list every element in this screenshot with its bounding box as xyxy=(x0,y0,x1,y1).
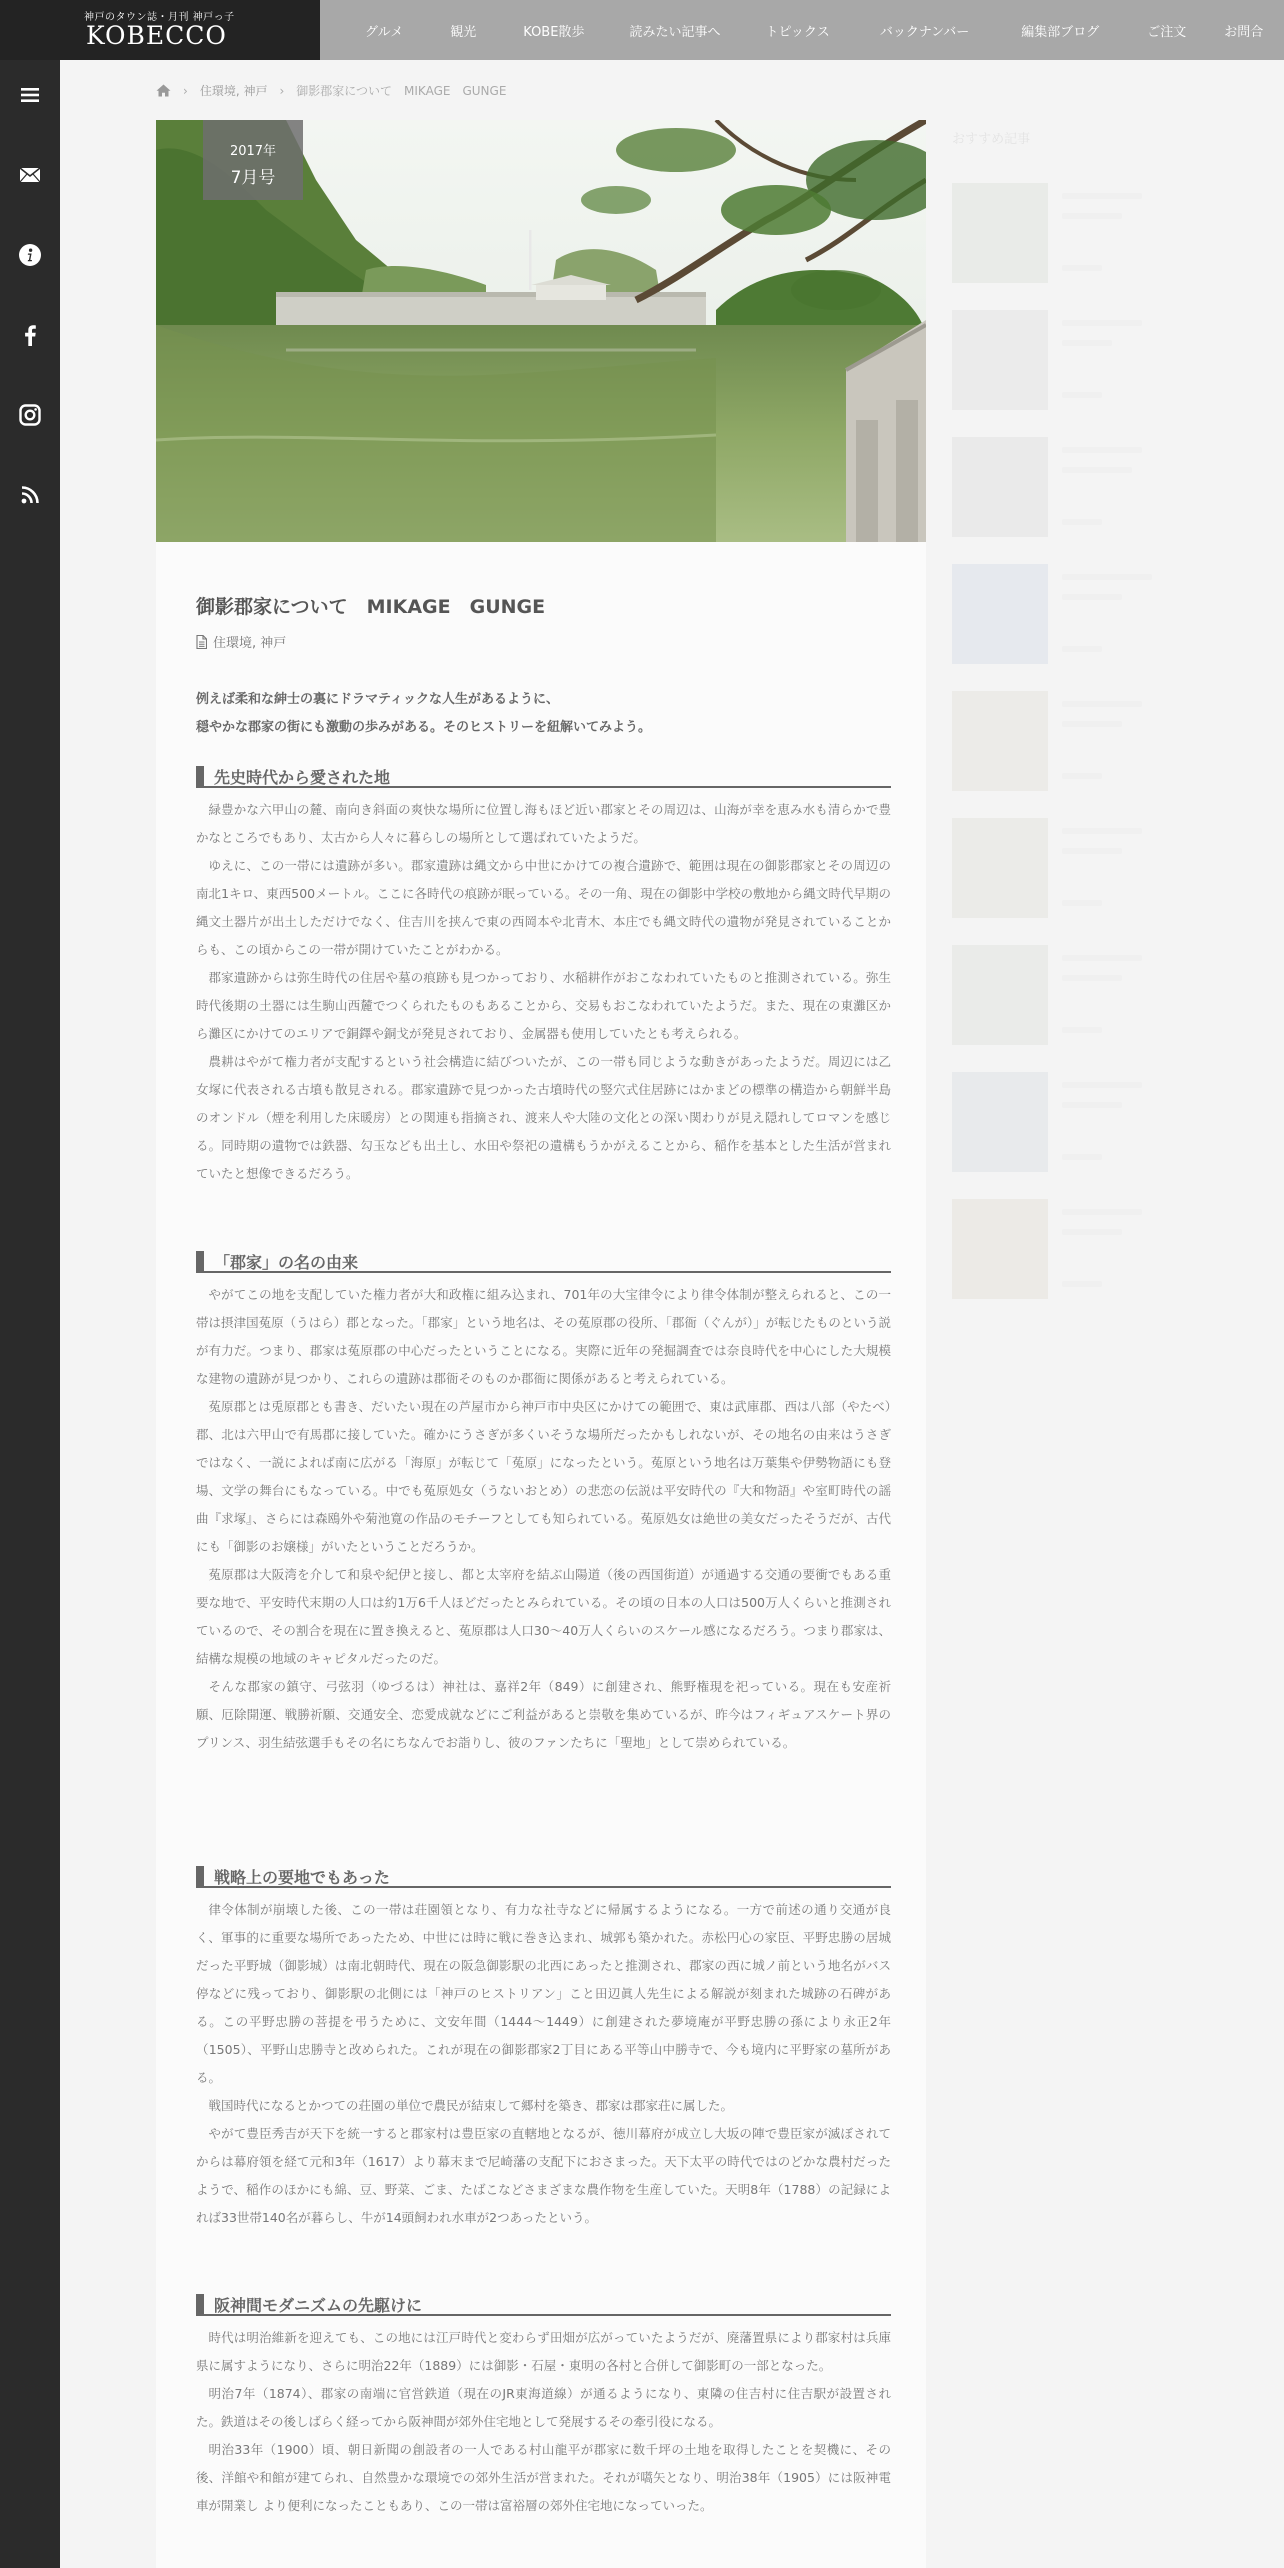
info-icon xyxy=(19,244,41,266)
article-section xyxy=(196,1247,891,1757)
section-heading: 戦略上の要地でもあった xyxy=(196,1862,891,1888)
article-section xyxy=(196,1862,891,2232)
article-title: 御影郡家について MIKAGE GUNGE xyxy=(196,596,546,618)
rss-icon xyxy=(21,486,39,504)
sidebar-item[interactable] xyxy=(950,818,1284,928)
article-paragraph: 緑豊かな六甲山の麓、南向き斜面の爽快な場所に位置し海もほど近い郡家とその周辺は、山海が幸を恵み水も清らかで豊かなところでもあり、太古から人々に暮らしの場所として選ばれていたようだ。 xyxy=(196,802,891,845)
article-paragraph: 律令体制が崩壊した後、この一帯は荘園領となり、有力な社寺などに帰属するようになる。一方で前述の通り交通が良く、軍事的に重要な場所であったため、中世には時に戦に巻き込まれ、城郭も築かれた。赤松円心の家臣、平野忠勝の居城だった平野城（御影城）は南北朝時代、現在の阪急御影駅の北西にあったと推測され、郡家の西に城ノ前という地名がバス停などに残っており、御影駅の北側には「神戸のヒストリアン」こと田辺眞人先生による解説が刻まれた城跡の石碑がある。この平野忠勝の菩提を弔うために、文安年間（1444～1449）に創建された夢境庵が平野忠勝の孫により永正2年（1505）、平野山忠勝寺と改められた。これが現在の御影郡家2丁目にある平等山中勝寺で、今も境内に平野家の墓所がある。 xyxy=(196,1902,891,2085)
article-paragraph: 明治7年（1874）、郡家の南端に官営鉄道（現在のJR東海道線）が通るようになり、東隣の住吉村に住吉駅が設置された。鉄道はその後しばらく経ってから阪神間が郊外住宅地として発展するその牽引役になる。 xyxy=(196,2386,891,2429)
sidebar-item[interactable] xyxy=(950,564,1284,674)
logo-text: KOBECCO xyxy=(86,21,227,50)
breadcrumb-separator: › xyxy=(279,83,285,98)
left-icon-rail xyxy=(0,60,60,2568)
top-bar xyxy=(0,0,1284,60)
article-section xyxy=(196,762,891,1188)
sidebar-recommended xyxy=(950,128,1284,1428)
nav-contact[interactable]: お問合 xyxy=(1224,24,1264,40)
instagram-button[interactable] xyxy=(0,390,60,440)
article-paragraph: 菟原郡は大阪湾を介して和泉や紀伊と接し、都と太宰府を結ぶ山陽道（後の西国街道）が通過する交通の要衝でもある重要な地で、平安時代末期の人口は約1万6千人ほどだったとみられている。その頃の日本の人口は500万人くらいと推測されているので、その割合を現在に置き換えると、菟原郡は人口30～40万人くらいのスケール感になるだろう。つまり郡家は、結構な規模の地域のキャピタルだったのだ。 xyxy=(196,1567,891,1666)
breadcrumb xyxy=(156,82,506,99)
article-paragraph: やがてこの地を支配していた権力者が大和政権に組み込まれ、701年の大宝律令により律令体制が整えられると、この一帯は摂津国菟原（うはら）郡となった。「郡家」という地名は、その菟原郡の役所、「郡衙（ぐんが）」が転じたものという説が有力だ。つまり、郡家は菟原郡の中心だったということになる。実際に近年の発掘調査では奈良時代を中心にした大規模な建物の遺跡が見つかり、これらの遺跡は郡衙そのものか郡衙に関係があると考えられている。 xyxy=(196,1287,891,1386)
breadcrumb-category[interactable]: 住環境, 神戸 xyxy=(199,84,268,98)
info-button[interactable] xyxy=(0,230,60,280)
document-icon xyxy=(196,635,207,649)
article-section xyxy=(196,2290,891,2520)
nav-kobe-walk[interactable]: KOBE散歩 xyxy=(523,24,585,40)
logo-tagline: 神戸のタウン誌・月刊 神戸っ子 xyxy=(84,12,235,23)
lead-line: 穏やかな郡家の街にも激動の歩みがある。そのヒストリーを紐解いてみよう。 xyxy=(196,720,652,735)
menu-icon xyxy=(21,87,39,103)
site-logo[interactable] xyxy=(0,0,320,60)
article-paragraph: やがて豊臣秀吉が天下を統一すると郡家村は豊臣家の直轄地となるが、徳川幕府が成立し大坂の陣で豊臣家が滅ぼされてからは幕府領を経て元和3年（1617）より幕末まで尼崎藩の支配下におさまった。天下太平の時代ではのどかな農村だったようで、稲作のほかにも綿、豆、野菜、ごま、たばこなどさまざまな農作物を生産していた。天明8年（1788）の記録によれば33世帯140名が暮らし、牛が14頭飼われ水車が2つあったという。 xyxy=(196,2126,891,2225)
issue-badge xyxy=(203,120,303,200)
article-paragraph: そんな郡家の鎮守、弓弦羽（ゆづるは）神社は、嘉祥2年（849）に創建され、熊野権現を祀っている。現在も安産祈願、厄除開運、戦勝祈願、交通安全、恋愛成就などにご利益があると崇敬を集めているが、昨今はフィギュアスケート界のプリンス、羽生結弦選手もその名にちなんでお詣りし、彼のファンたちに「聖地」として崇められている。 xyxy=(196,1679,891,1750)
article-paragraph: 戦国時代になるとかつての荘園の単位で農民が結束して郷村を築き、郡家は郡家荘に属した。 xyxy=(208,2098,734,2113)
facebook-button[interactable] xyxy=(0,310,60,360)
nav-featured-articles[interactable]: 読みたい記事へ xyxy=(629,24,721,40)
nav-back-numbers[interactable]: バックナンバー xyxy=(879,24,970,40)
article-lead xyxy=(196,686,896,742)
nav-sightseeing[interactable]: 観光 xyxy=(450,24,477,40)
mail-button[interactable] xyxy=(0,150,60,200)
sidebar-item[interactable] xyxy=(950,691,1284,801)
sidebar-item[interactable] xyxy=(950,437,1284,547)
article-paragraph: ゆえに、この一帯には遺跡が多い。郡家遺跡は縄文から中世にかけての複合遺跡で、範囲は現在の御影郡家とその周辺の南北1キロ、東西500メートル。ここに各時代の痕跡が眠っている。その一角、現在の御影中学校の敷地から縄文時代早期の縄文土器片が出土しただけでなく、住吉川を挟んで東の西岡本や北青木、本庄でも縄文時代の遺物が発見されていることからも、この頃からこの一帯が開けていたことがわかる。 xyxy=(196,858,891,957)
article-paragraph: 時代は明治維新を迎えても、この地には江戸時代と変わらず田畑が広がっていたようだが、廃藩置県により郡家村は兵庫県に属すようになり、さらに明治22年（1889）には御影・石屋・東明の各村と合併して御影町の一部となった。 xyxy=(196,2330,891,2373)
sidebar-item[interactable] xyxy=(950,310,1284,420)
article-category[interactable] xyxy=(196,632,286,651)
issue-month: 7月号 xyxy=(230,168,276,188)
mail-icon xyxy=(19,167,41,183)
facebook-icon xyxy=(24,324,36,346)
section-heading: 阪神間モダニズムの先駆けに xyxy=(196,2290,891,2316)
nav-order[interactable]: ご注文 xyxy=(1147,24,1187,40)
nav-topics[interactable]: トピックス xyxy=(765,24,830,40)
menu-button[interactable] xyxy=(0,70,60,120)
article-paragraph: 農耕はやがて権力者が支配するという社会構造に結びついたが、この一帯も同じような動きがあったようだ。周辺には乙女塚に代表される古墳も散見される。郡家遺跡で見つかった古墳時代の竪穴式住居跡にはかまどの標準の構造から朝鮮半島のオンドル（煙を利用した床暖房）との関連も指摘され、渡来人や大陸の文化との深い関わりが見え隠れしてロマンを感じる。同時期の遺物では鉄器、勾玉なども出土し、水田や祭祀の遺構もうかがえることから、稲作を基本とした生活が営まれていたと想像できるだろう。 xyxy=(196,1054,891,1181)
sidebar-item[interactable] xyxy=(950,1199,1284,1309)
sidebar-item[interactable] xyxy=(950,183,1284,293)
issue-year: 2017年 xyxy=(229,144,277,159)
breadcrumb-separator: › xyxy=(183,83,188,98)
rss-button[interactable] xyxy=(0,470,60,520)
nav-editorial-blog[interactable]: 編集部ブログ xyxy=(1021,24,1100,40)
lead-line: 例えば柔和な紳士の裏にドラマティックな人生があるように、 xyxy=(196,692,559,707)
nav-gourmet[interactable]: グルメ xyxy=(365,24,404,40)
article-paragraph: 明治33年（1900）頃、朝日新聞の創設者の一人である村山龍平が郡家に数千坪の土地を取得したことを契機に、その後、洋館や和館が建てられ、自然豊かな環境での郊外生活が営まれた。それが嚆矢となり、明治38年（1905）には阪神電車が開業し より便利になったこともあり、この一帯は富裕層の郊外住宅地になっていった。 xyxy=(196,2442,891,2513)
global-nav xyxy=(320,0,1263,60)
article xyxy=(156,120,926,2568)
instagram-icon xyxy=(19,404,41,426)
article-paragraph: 郡家遺跡からは弥生時代の住居や墓の痕跡も見つかっており、水稲耕作がおこなわれていたものと推測されている。弥生時代後期の土器には生駒山西麓でつくられたものもあることから、交易もおこなわれていたようだ。また、現在の東灘区から灘区にかけてのエリアで銅鐸や銅戈が発見されており、金属器も使用していたとも考えられる。 xyxy=(196,970,891,1041)
article-paragraph: 菟原郡とは兎原郡とも書き、だいたい現在の芦屋市から神戸市中央区にかけての範囲で、東は武庫郡、西は八部（やたべ）郡、北は六甲山で有馬郡に接していた。確かにうさぎが多くいそうな場所だったかもしれないが、その地名の由来はうさぎではなく、一説によれば南に広がる「海原」が転じて「菟原」になったという。菟原という地名は万葉集や伊勢物語にも登場、文学の舞台にもなっている。中でも菟原処女（うないおとめ）の悲恋の伝説は平安時代の『大和物語』や室町時代の謡曲『求塚』、さらには森鴎外や菊池寛の作品のモチーフとしても知られている。菟原処女は絶世の美女だったそうだが、古代にも「御影のお嬢様」がいたということだろうか。 xyxy=(196,1399,891,1554)
home-icon[interactable] xyxy=(156,84,171,97)
sidebar-item[interactable] xyxy=(950,945,1284,1055)
section-heading: 「郡家」の名の由来 xyxy=(196,1247,891,1273)
article-category-label: 住環境, 神戸 xyxy=(213,636,287,651)
section-heading: 先史時代から愛された地 xyxy=(196,762,891,788)
hero-image xyxy=(156,120,926,542)
sidebar-heading: おすすめ記事 xyxy=(952,132,1031,147)
breadcrumb-current: 御影郡家について MIKAGE GUNGE xyxy=(296,84,507,98)
sidebar-item[interactable] xyxy=(950,1072,1284,1182)
